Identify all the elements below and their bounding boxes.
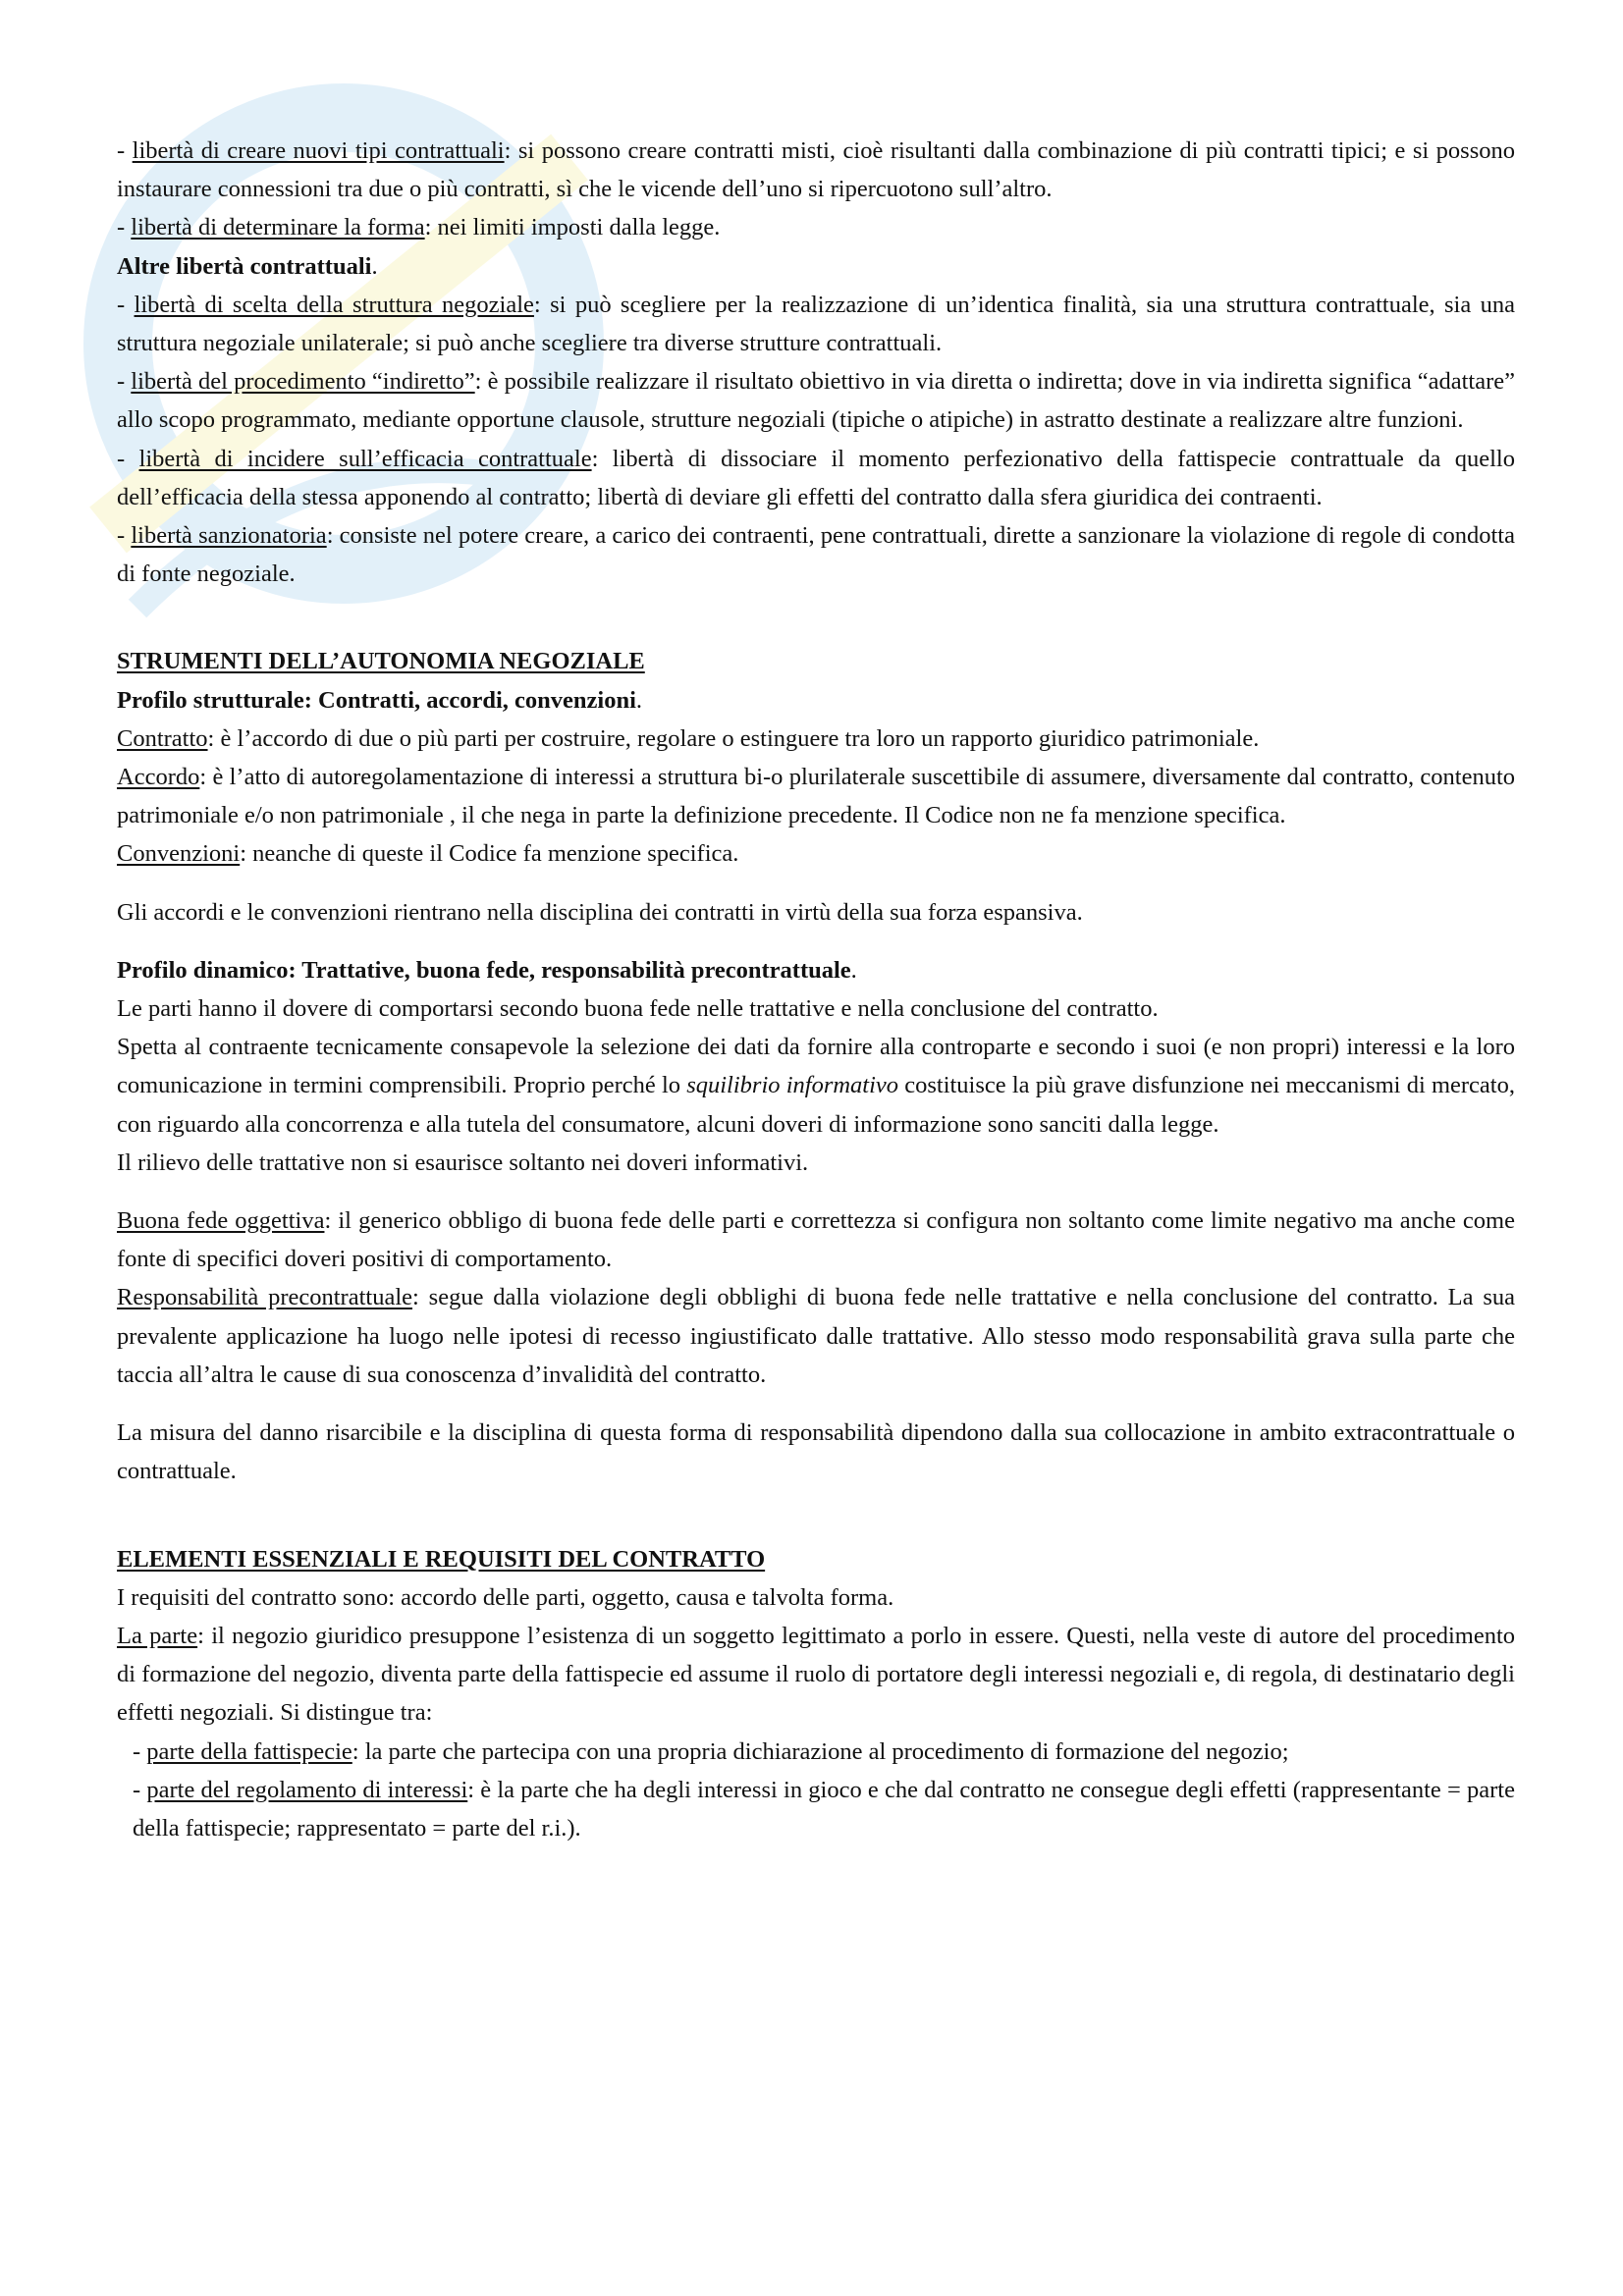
- subheading-altre-liberta: Altre libertà contrattuali.: [117, 252, 378, 280]
- paragraph-liberta-indiretto: - libertà del procedimento “indiretto”: è possibile realizzare il risultato obiettivo in via diretta o indiretta; dove in via indiretta significa “adattare” allo scopo programmato, mediante opportune clausole, strutture negoziali (tipiche o atipiche) in astratto destinate a realizzare altre funzioni.: [117, 368, 1515, 434]
- paragraph-squilibrio-informativo: Spetta al contraente tecnicamente consapevole la selezione dei dati da fornire alla controparte e secondo i suoi (e non propri) interessi e la loro comunicazione in termini comprensibili. Proprio perché lo squilibrio informativo costituisce la più grave disfunzione nei meccanismi di mercato, con riguardo alla concorrenza e alla tutela del consumatore, alcuni doveri di informazione sono sanciti dalla legge.: [117, 1034, 1515, 1138]
- paragraph-convenzioni: Convenzioni: neanche di queste il Codice fa menzione specifica.: [117, 840, 739, 868]
- subheading-profilo-dinamico: Profilo dinamico: Trattative, buona fede, responsabilità precontrattuale.: [117, 956, 857, 984]
- term: parte della fattispecie: [146, 1737, 352, 1765]
- paragraph-accordi-convenzioni: Gli accordi e le convenzioni rientrano nella disciplina dei contratti in virtù della sua forza espansiva.: [117, 898, 1083, 926]
- term: Convenzioni: [117, 840, 241, 868]
- subheading-profilo-strutturale: Profilo strutturale: Contratti, accordi, convenzioni.: [117, 686, 643, 714]
- paragraph-accordo: Accordo: è l’atto di autoregolamentazione di interessi a struttura bi-o plurilaterale suscettibile di assumere, diversamente dal contratto, contenuto patrimoniale e/o non patrimoniale , il che nega in parte la definizione precedente. Il Codice non ne fa menzione specifica.: [117, 764, 1515, 829]
- term: Contratto: [117, 724, 208, 752]
- list-item-parte-fattispecie: - parte della fattispecie: la parte che partecipa con una propria dichiarazione al procedimento di formazione del negozio;: [133, 1737, 1289, 1765]
- term: libertà di determinare la forma: [131, 214, 425, 241]
- list-item-parte-regolamento: - parte del regolamento di interessi: è la parte che ha degli interessi in gioco e che dal contratto ne consegue degli effetti (rappresentante = parte della fattispecie; rappresentato = parte del r.i.).: [133, 1776, 1515, 1842]
- paragraph-liberta-nuovi-tipi: - libertà di creare nuovi tipi contrattuali: si possono creare contratti misti, cioè risultanti dalla combinazione di più contratti tipici; e si possono instaurare connessioni tra due o più contratti, sì che le vicende dell’uno si ripercuotono sull’altro.: [117, 137, 1515, 203]
- paragraph-liberta-struttura: - libertà di scelta della struttura negoziale: si può scegliere per la realizzazione di un’identica finalità, sia una struttura contrattuale, sia una struttura negoziale unilaterale; si può anche scegliere tra diverse strutture contrattuali.: [117, 291, 1515, 357]
- paragraph-liberta-forma: - libertà di determinare la forma: nei limiti imposti dalla legge.: [117, 214, 721, 241]
- paragraph-requisiti: I requisiti del contratto sono: accordo delle parti, oggetto, causa e talvolta forma.: [117, 1583, 894, 1611]
- paragraph-liberta-sanzionatoria: - libertà sanzionatoria: consiste nel potere creare, a carico dei contraenti, pene contrattuali, dirette a sanzionare la violazione di regole di condotta di fonte negoziale.: [117, 522, 1515, 588]
- paragraph-responsabilita-precontrattuale: Responsabilità precontrattuale: segue dalla violazione degli obblighi di buona fede nelle trattative e nella conclusione del contratto. La sua prevalente applicazione ha luogo nelle ipotesi di recesso ingiustificato dalle trattative. Allo stesso modo responsabilità grava sulla parte che taccia all’altra le cause di sua conoscenza d’invalidità del contratto.: [117, 1284, 1515, 1388]
- term: libertà di creare nuovi tipi contrattuali: [132, 137, 505, 164]
- term: libertà di scelta della struttura negoziale: [134, 291, 534, 318]
- section-heading-strumenti: STRUMENTI DELL’AUTONOMIA NEGOZIALE: [117, 648, 645, 675]
- term: libertà di incidere sull’efficacia contrattuale: [138, 445, 592, 472]
- term: libertà del procedimento “indiretto”: [131, 368, 475, 396]
- paragraph-la-parte: La parte: il negozio giuridico presuppone l’esistenza di un soggetto legittimato a porlo in essere. Questi, nella veste di autore del procedimento di formazione del negozio, diventa parte della fattispecie ed assume il ruolo di portatore degli interessi negoziali e, di regola, di destinatario degli effetti negoziali. Si distingue tra:: [117, 1622, 1516, 1727]
- term: libertà sanzionatoria: [131, 522, 327, 550]
- paragraph-buona-fede-oggettiva: Buona fede oggettiva: il generico obbligo di buona fede delle parti e correttezza si configura non soltanto come limite negativo ma anche come fonte di specifici doveri positivi di comportamento.: [117, 1207, 1515, 1273]
- paragraph-misura-danno: La misura del danno risarcibile e la disciplina di questa forma di responsabilità dipendono dalla sua collocazione in ambito extracontrattuale o contrattuale.: [117, 1419, 1515, 1485]
- term: Buona fede oggettiva: [117, 1207, 325, 1235]
- term: Responsabilità precontrattuale: [117, 1284, 413, 1311]
- term: Accordo: [117, 764, 200, 791]
- document-page: [117, 132, 1515, 1847]
- paragraph-dovere-buona-fede: Le parti hanno il dovere di comportarsi secondo buona fede nelle trattative e nella conclusione del contratto.: [117, 995, 1159, 1023]
- paragraph-liberta-efficacia: - libertà di incidere sull’efficacia contrattuale: libertà di dissociare il momento perfezionativo della fattispecie contrattuale da quello dell’efficacia della stessa apponendo al contratto; libertà di deviare gli effetti del contratto dalla sfera giuridica dei contraenti.: [117, 445, 1515, 510]
- term: parte del regolamento di interessi: [146, 1776, 468, 1803]
- section-heading-elementi: ELEMENTI ESSENZIALI E REQUISITI DEL CONTRATTO: [117, 1545, 766, 1573]
- paragraph-rilievo-trattative: Il rilievo delle trattative non si esaurisce soltanto nei doveri informativi.: [117, 1148, 809, 1176]
- term: La parte: [117, 1622, 198, 1649]
- paragraph-contratto: Contratto: è l’accordo di due o più parti per costruire, regolare o estinguere tra loro un rapporto giuridico patrimoniale.: [117, 724, 1260, 752]
